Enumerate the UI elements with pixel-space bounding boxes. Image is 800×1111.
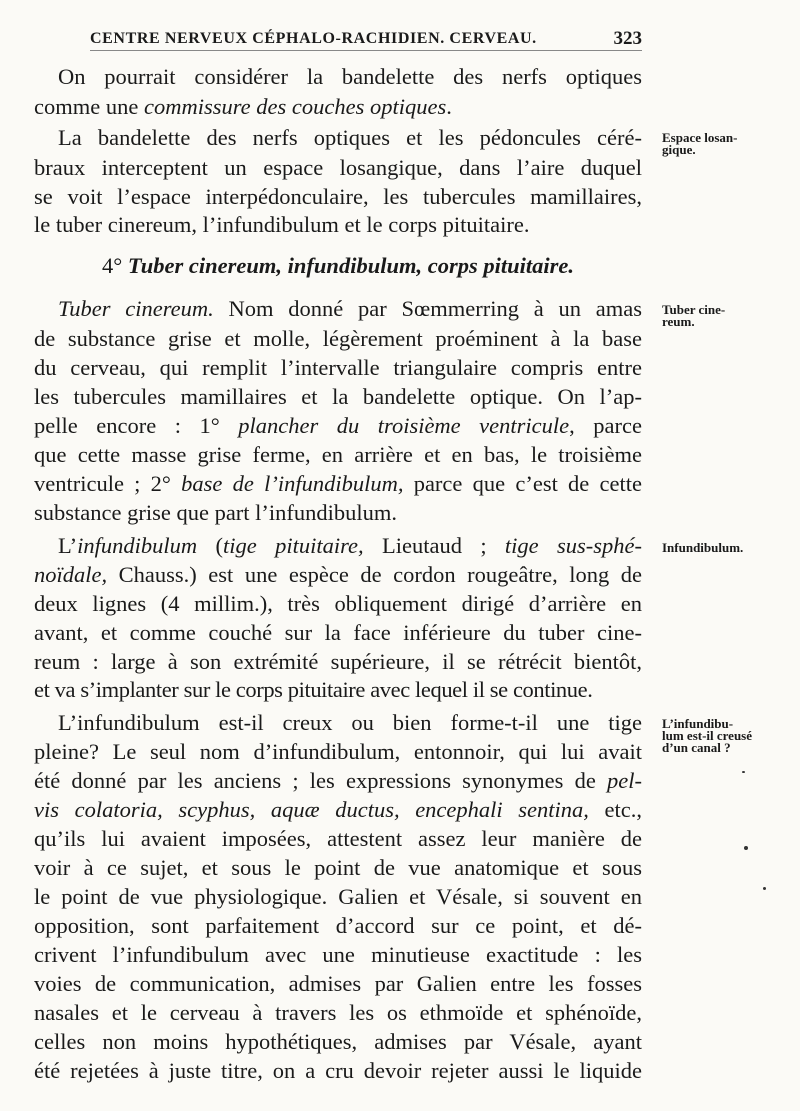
- ink-speck: [763, 887, 766, 890]
- text-line: du cerveau, qui remplit l’intervalle triangulaire compris entre: [34, 355, 642, 380]
- text-line: voies de communication, admises par Galien entre les fosses: [34, 971, 642, 996]
- margin-note-infundibulum: Infundibulum.: [662, 540, 744, 555]
- text-line: L’infundibulum (tige pituitaire, Lieutaud ; tige sus-sphé-: [58, 533, 642, 558]
- text-line: noïdale, Chauss.) est une espèce de cordon rougeâtre, long de: [34, 562, 642, 587]
- running-header: [90, 26, 642, 51]
- text-line: été rejetées à juste titre, on a cru devoir rejeter aussi le liquide: [34, 1058, 642, 1083]
- text-line: deux lignes (4 millim.), très obliquement dirigé d’arrière en: [34, 591, 642, 616]
- section-heading: 4° Tuber cinereum, infundibulum, corps pituitaire.: [102, 253, 574, 278]
- text-line: et va s’implanter sur le corps pituitaire avec lequel il se continue.: [34, 677, 593, 702]
- text-line: opposition, sont parfaitement d’accord sur ce point, et dé-: [34, 913, 642, 938]
- text-line: La bandelette des nerfs optiques et les pédoncules céré-: [58, 125, 642, 150]
- text-line: pelle encore : 1° plancher du troisième ventricule, parce: [34, 413, 643, 438]
- margin-note-tuber-cinereum: Tuber cine- reum.: [662, 302, 726, 329]
- text-line: voir à ce sujet, et sous le point de vue anatomique et sous: [34, 855, 642, 880]
- text-line: les tubercules mamillaires et la bandelette optique. On l’ap-: [34, 384, 642, 409]
- text-line: qu’ils lui avaient imposées, attestent assez leur manière de: [34, 826, 642, 851]
- margin-note-infundibulum-creuse: L’infundibu- lum est-il creusé d’un canal ?: [662, 716, 753, 755]
- text-line: que cette masse grise ferme, en arrière et en bas, le troisième: [34, 442, 642, 467]
- text-line: reum : large à son extrémité supérieure, il se rétrécit bientôt,: [34, 649, 642, 674]
- text-line: On pourrait considérer la bandelette des nerfs optiques: [58, 64, 642, 89]
- text-line: ventricule ; 2° base de l’infundibulum, parce que c’est de cette: [34, 471, 642, 496]
- italic-term: commissure des couches optiques: [143, 94, 447, 119]
- text-line: pleine? Le seul nom d’infundibulum, entonnoir, qui lui avait: [34, 739, 642, 764]
- text-line: L’infundibulum est-il creux ou bien forme-t-il une tige: [58, 710, 642, 735]
- page-number: 323: [613, 28, 642, 49]
- text-line: de substance grise et molle, légèrement proéminent à la base: [34, 326, 642, 351]
- text-line: nasales et le cerveau à travers les os ethmoïde et sphénoïde,: [34, 1000, 642, 1025]
- text-line: le point de vue physiologique. Galien et Vésale, si souvent en: [34, 884, 642, 909]
- text-line: braux interceptent un espace losangique, dans l’aire duquel: [34, 155, 642, 180]
- text-line: comme une commissure des couches optiques.: [34, 94, 452, 119]
- text-line: celles non moins hypothétiques, admises par Vésale, ayant: [34, 1029, 642, 1054]
- text-line: se voit l’espace interpédonculaire, les tubercules mamillaires,: [34, 184, 642, 209]
- text-line: avant, et comme couché sur la face inférieure du tuber cine-: [34, 620, 642, 645]
- margin-note-espace-losangique: Espace losan- gique.: [662, 130, 738, 157]
- ink-speck: [742, 771, 745, 773]
- ink-speck: [744, 846, 748, 850]
- text-line: crivent l’infundibulum avec une minutieuse exactitude : les: [34, 942, 642, 967]
- text-line: substance grise que part l’infundibulum.: [34, 500, 398, 525]
- text-line: Tuber cinereum. Nom donné par Sœmmerring à un amas: [58, 296, 642, 321]
- text-line: le tuber cinereum, l’infundibulum et le corps pituitaire.: [34, 212, 530, 237]
- text-line: vis colatoria, scyphus, aquæ ductus, encephali sentina, etc.,: [34, 797, 642, 822]
- running-title: CENTRE NERVEUX CÉPHALO-RACHIDIEN. CERVEAU.: [90, 30, 537, 47]
- text-line: été donné par les anciens ; les expressions synonymes de pel-: [34, 768, 642, 793]
